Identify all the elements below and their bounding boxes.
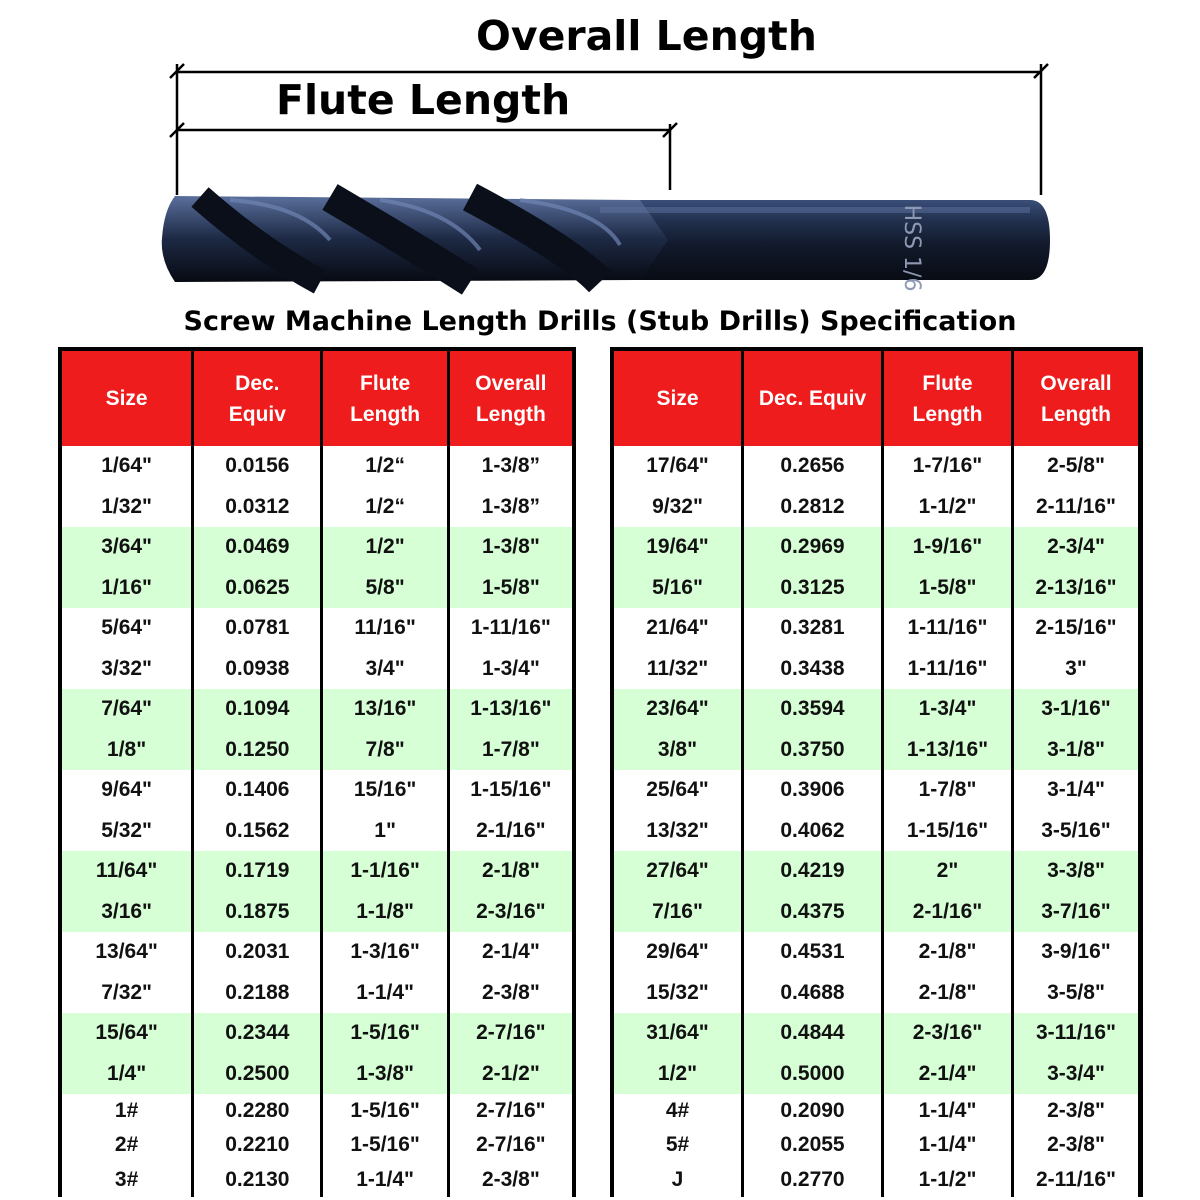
cell-flute-length: 1-1/4": [356, 1167, 415, 1191]
header-size: [614, 351, 741, 446]
cell-dec-equiv: 0.2969: [780, 535, 845, 559]
cell-dec-equiv: 0.0938: [225, 656, 290, 680]
cell-overall-length: 2-3/8": [481, 1167, 540, 1191]
cell-overall-length: 3-1/16": [1041, 697, 1111, 721]
spec-table-right: [610, 347, 1143, 1197]
column-size: [614, 932, 741, 1013]
column-flute-length: [884, 770, 1011, 851]
cell-overall-length: 3": [1065, 656, 1087, 680]
cell-overall-length: 3-1/4": [1047, 778, 1105, 802]
cell-flute-length: 1-1/16": [350, 859, 420, 883]
cell-size: 19/64": [646, 535, 709, 559]
cell-overall-length: 1-5/8": [481, 575, 540, 599]
cell-dec-equiv: 0.4062: [780, 818, 845, 842]
row-group: [614, 770, 1139, 851]
cell-dec-equiv: 0.4219: [780, 859, 845, 883]
cell-size: 23/64": [646, 697, 709, 721]
cell-overall-length: 3-1/8": [1047, 737, 1105, 761]
cell-size: 5#: [665, 1133, 690, 1157]
column-overall-length: [1014, 851, 1138, 932]
header-text: Length: [350, 402, 421, 426]
cell-dec-equiv: 0.0156: [225, 454, 290, 478]
cell-overall-length: 2-3/16": [476, 899, 546, 923]
cell-overall-length: 2-1/2": [481, 1061, 540, 1085]
column-overall-length: [1014, 1094, 1138, 1197]
flute-length-dimension: [170, 123, 677, 190]
specification-title: Screw Machine Length Drills (Stub Drills) Specification: [183, 306, 1017, 337]
column-flute-length: [884, 527, 1011, 608]
cell-dec-equiv: 0.2130: [225, 1167, 290, 1191]
cell-size: 1#: [114, 1099, 139, 1123]
cell-flute-length: 2": [936, 859, 959, 883]
cell-dec-equiv: 0.1719: [225, 859, 290, 883]
column-flute-length: [884, 608, 1011, 689]
cell-size: 4#: [665, 1099, 690, 1123]
cell-overall-length: 1-13/16": [470, 697, 552, 721]
row-group: [614, 1013, 1139, 1094]
cell-overall-length: 1-3/8": [481, 535, 540, 559]
column-dec-equiv: [194, 689, 320, 770]
cell-overall-length: 3-3/8": [1047, 859, 1105, 883]
cell-size: 31/64": [646, 1021, 709, 1045]
cell-flute-length: 13/16": [353, 697, 417, 721]
cell-size: 9/32": [652, 494, 703, 518]
cell-flute-length: 1": [374, 818, 396, 842]
cell-size: 25/64": [646, 778, 709, 802]
column-overall-length: [450, 1094, 572, 1197]
drill-marking-text: HSS 1/6: [899, 204, 924, 292]
header-flute-length: [323, 351, 446, 446]
cell-dec-equiv: 0.2210: [225, 1133, 290, 1157]
column-size: [614, 527, 741, 608]
cell-flute-length: 1-7/8": [918, 778, 977, 802]
header-text: Overall: [1040, 371, 1112, 395]
cell-size: 7/32": [101, 980, 153, 1004]
table-header: [62, 351, 572, 446]
cell-overall-length: 1-3/4": [481, 656, 540, 680]
cell-size: 11/32": [646, 656, 709, 680]
row-group: [614, 608, 1139, 689]
column-overall-length: [450, 770, 572, 851]
row-group: [614, 932, 1139, 1013]
cell-dec-equiv: 0.2031: [225, 940, 290, 964]
column-overall-length: [1014, 1013, 1138, 1094]
cell-overall-length: 1-11/16": [470, 616, 551, 640]
column-flute-length: [884, 689, 1011, 770]
row-group: [62, 851, 572, 932]
cell-dec-equiv: 0.4844: [780, 1021, 845, 1045]
cell-size: 1/2": [657, 1061, 698, 1085]
header-text: Flute: [360, 371, 411, 395]
header-text: Dec.: [235, 371, 280, 395]
row-group: [62, 446, 572, 527]
cell-flute-length: 1-1/4": [356, 980, 415, 1004]
column-flute-length: [323, 932, 446, 1013]
column-size: [614, 770, 741, 851]
header-overall-length: [1014, 351, 1138, 446]
header-overall-length: [450, 351, 572, 446]
cell-overall-length: 2-1/8": [481, 859, 540, 883]
cell-size: 29/64": [646, 940, 709, 964]
cell-overall-length: 2-7/16": [476, 1099, 546, 1123]
cell-dec-equiv: 0.3125: [780, 575, 845, 599]
cell-size: 15/32": [646, 980, 709, 1004]
cell-dec-equiv: 0.0781: [225, 616, 290, 640]
column-overall-length: [1014, 446, 1138, 527]
cell-dec-equiv: 0.0469: [225, 535, 290, 559]
column-dec-equiv: [744, 689, 881, 770]
cell-dec-equiv: 0.2188: [225, 980, 290, 1004]
cell-size: 3/32": [101, 656, 153, 680]
cell-size: 5/32": [101, 818, 153, 842]
cell-size: 7/16": [652, 899, 703, 923]
cell-dec-equiv: 0.0312: [225, 494, 290, 518]
cell-size: 17/64": [646, 454, 709, 478]
row-group: [614, 446, 1139, 527]
column-overall-length: [450, 608, 572, 689]
cell-dec-equiv: 0.3750: [780, 737, 845, 761]
table-body: [62, 446, 572, 1193]
column-size: [614, 1094, 741, 1197]
cell-dec-equiv: 0.2344: [225, 1021, 290, 1045]
cell-dec-equiv: 0.2656: [780, 454, 845, 478]
cell-overall-length: 2-11/16": [1035, 1167, 1117, 1191]
cell-dec-equiv: 0.2280: [225, 1099, 290, 1123]
cell-overall-length: 2-11/16": [1035, 494, 1117, 518]
column-dec-equiv: [194, 446, 320, 527]
column-dec-equiv: [194, 1013, 320, 1094]
cell-overall-length: 3-5/16": [1041, 818, 1111, 842]
column-overall-length: [450, 932, 572, 1013]
column-size: [62, 1094, 191, 1197]
column-dec-equiv: [744, 1013, 881, 1094]
cell-dec-equiv: 0.1875: [225, 899, 290, 923]
cell-flute-length: 1-11/16": [907, 656, 988, 680]
cell-dec-equiv: 0.5000: [780, 1061, 845, 1085]
column-flute-length: [323, 446, 446, 527]
row-group: [614, 1094, 1139, 1197]
cell-dec-equiv: 0.0625: [225, 575, 290, 599]
column-flute-length: [323, 851, 446, 932]
cell-flute-length: 1-1/2": [918, 1167, 977, 1191]
cell-flute-length: 3/4": [365, 656, 405, 680]
header-text: Size: [105, 387, 148, 410]
cell-size: 1/4": [107, 1061, 147, 1085]
cell-flute-length: 1-3/8": [356, 1061, 415, 1085]
cell-size: 13/32": [646, 818, 709, 842]
row-group: [62, 527, 572, 608]
table-header: [614, 351, 1139, 446]
cell-flute-length: 1/2“: [365, 454, 405, 478]
cell-dec-equiv: 0.2812: [780, 494, 845, 518]
column-overall-length: [450, 527, 572, 608]
drill-diagram: [0, 0, 1200, 310]
cell-flute-length: 1-5/8": [918, 575, 977, 599]
column-dec-equiv: [744, 446, 881, 527]
cell-flute-length: 1-9/16": [912, 535, 983, 559]
table-body: [614, 446, 1139, 1193]
cell-flute-length: 1/2": [365, 535, 405, 559]
cell-size: 21/64": [646, 616, 709, 640]
cell-flute-length: 11/16": [354, 616, 416, 640]
column-overall-length: [450, 851, 572, 932]
column-flute-length: [884, 851, 1011, 932]
overall-length-label: Overall Length: [476, 12, 817, 60]
row-group: [62, 1013, 572, 1094]
column-dec-equiv: [194, 527, 320, 608]
cell-overall-length: 2-1/4": [481, 940, 540, 964]
cell-flute-length: 2-1/8": [918, 940, 977, 964]
cell-size: 1/16": [101, 575, 153, 599]
column-size: [62, 689, 191, 770]
cell-size: 27/64": [646, 859, 709, 883]
header-size: [62, 351, 191, 446]
column-overall-length: [1014, 932, 1138, 1013]
row-group: [614, 851, 1139, 932]
cell-size: 1/8": [107, 737, 147, 761]
cell-dec-equiv: 0.2500: [225, 1061, 290, 1085]
row-group: [62, 608, 572, 689]
column-flute-length: [323, 1013, 446, 1094]
cell-overall-length: 2-3/8": [481, 980, 540, 1004]
cell-overall-length: 1-3/8”: [481, 454, 541, 478]
column-flute-length: [323, 689, 446, 770]
cell-flute-length: 2-3/16": [912, 1021, 983, 1045]
cell-flute-length: 1-3/4": [918, 697, 977, 721]
cell-overall-length: 3-3/4": [1047, 1061, 1105, 1085]
column-dec-equiv: [194, 932, 320, 1013]
column-overall-length: [1014, 770, 1138, 851]
column-dec-equiv: [744, 608, 881, 689]
cell-flute-length: 15/16": [353, 778, 417, 802]
cell-overall-length: 1-7/8": [481, 737, 540, 761]
cell-overall-length: 2-3/8": [1047, 1133, 1105, 1157]
column-size: [614, 851, 741, 932]
cell-flute-length: 1/2“: [365, 494, 405, 518]
cell-flute-length: 1-1/4": [918, 1099, 977, 1123]
cell-size: 5/16": [652, 575, 703, 599]
header-text: Length: [1041, 402, 1111, 426]
header-dec-equiv: [744, 351, 881, 446]
column-flute-length: [323, 770, 446, 851]
cell-size: 3/16": [101, 899, 153, 923]
row-group: [62, 932, 572, 1013]
cell-overall-length: 2-3/8": [1047, 1099, 1105, 1123]
column-flute-length: [884, 1094, 1011, 1197]
column-size: [62, 770, 191, 851]
cell-size: 3/64": [101, 535, 153, 559]
row-group: [62, 770, 572, 851]
cell-flute-length: 5/8": [365, 575, 405, 599]
column-flute-length: [884, 932, 1011, 1013]
cell-size: 9/64": [101, 778, 153, 802]
column-dec-equiv: [194, 1094, 320, 1197]
cell-flute-length: 2-1/8": [918, 980, 977, 1004]
column-dec-equiv: [744, 851, 881, 932]
column-flute-length: [323, 527, 446, 608]
cell-flute-length: 1-11/16": [907, 616, 988, 640]
cell-dec-equiv: 0.3906: [780, 778, 845, 802]
cell-flute-length: 1-5/16": [350, 1099, 420, 1123]
cell-flute-length: 2-1/4": [918, 1061, 977, 1085]
cell-size: 15/64": [95, 1021, 158, 1045]
column-overall-length: [1014, 608, 1138, 689]
cell-overall-length: 2-7/16": [476, 1021, 546, 1045]
cell-size: 2#: [114, 1133, 139, 1157]
cell-dec-equiv: 0.4375: [780, 899, 845, 923]
cell-flute-length: 2-1/16": [912, 899, 983, 923]
header-text: Length: [475, 402, 546, 426]
row-group: [614, 689, 1139, 770]
cell-size: 1/32": [101, 494, 153, 518]
column-overall-length: [450, 446, 572, 527]
column-dec-equiv: [744, 527, 881, 608]
column-size: [614, 689, 741, 770]
header-text: Equiv: [228, 402, 286, 426]
cell-dec-equiv: 0.3281: [780, 616, 845, 640]
cell-size: 1/64": [101, 454, 153, 478]
cell-dec-equiv: 0.1406: [225, 778, 290, 802]
header-flute-length: [884, 351, 1011, 446]
row-group: [62, 689, 572, 770]
cell-size: J: [671, 1167, 684, 1191]
cell-flute-length: 1-5/16": [350, 1133, 420, 1157]
column-size: [62, 932, 191, 1013]
cell-flute-length: 1-1/2": [918, 494, 977, 518]
cell-overall-length: 1-15/16": [470, 778, 552, 802]
cell-flute-length: 1-15/16": [906, 818, 989, 842]
cell-overall-length: 3-7/16": [1041, 899, 1111, 923]
cell-size: 3#: [114, 1167, 139, 1191]
column-size: [62, 851, 191, 932]
row-group: [62, 1094, 572, 1197]
cell-overall-length: 2-15/16": [1035, 616, 1117, 640]
cell-size: 3/8": [657, 737, 698, 761]
cell-overall-length: 2-7/16": [476, 1133, 546, 1157]
column-size: [62, 446, 191, 527]
header-text: Length: [912, 402, 983, 426]
column-size: [614, 608, 741, 689]
column-flute-length: [323, 608, 446, 689]
header-text: Flute: [922, 371, 973, 395]
cell-flute-length: 1-13/16": [906, 737, 989, 761]
column-overall-length: [450, 689, 572, 770]
cell-size: 5/64": [101, 616, 153, 640]
header-dec-equiv: [194, 351, 320, 446]
row-group: [614, 527, 1139, 608]
column-dec-equiv: [744, 1094, 881, 1197]
cell-overall-length: 2-1/16": [476, 818, 546, 842]
cell-overall-length: 2-5/8": [1047, 454, 1105, 478]
cell-dec-equiv: 0.1094: [225, 697, 290, 721]
cell-dec-equiv: 0.3594: [780, 697, 845, 721]
cell-overall-length: 3-5/8": [1047, 980, 1105, 1004]
column-size: [614, 1013, 741, 1094]
column-overall-length: [1014, 527, 1138, 608]
column-dec-equiv: [194, 770, 320, 851]
cell-flute-length: 7/8": [365, 737, 405, 761]
column-dec-equiv: [744, 932, 881, 1013]
column-size: [62, 608, 191, 689]
cell-dec-equiv: 0.4531: [780, 940, 845, 964]
cell-dec-equiv: 0.1250: [225, 737, 290, 761]
column-overall-length: [1014, 689, 1138, 770]
cell-size: 7/64": [101, 697, 153, 721]
cell-dec-equiv: 0.2090: [780, 1099, 845, 1123]
cell-size: 13/64": [95, 940, 158, 964]
column-dec-equiv: [194, 851, 320, 932]
header-text: Size: [656, 387, 699, 410]
cell-dec-equiv: 0.4688: [780, 980, 845, 1004]
cell-dec-equiv: 0.2055: [780, 1133, 845, 1157]
flute-length-label: Flute Length: [276, 76, 571, 124]
column-flute-length: [884, 1013, 1011, 1094]
cell-overall-length: 1-3/8”: [481, 494, 541, 518]
spec-table-left: [58, 347, 576, 1197]
cell-dec-equiv: 0.3438: [780, 656, 845, 680]
column-size: [62, 527, 191, 608]
column-flute-length: [884, 446, 1011, 527]
cell-flute-length: 1-7/16": [912, 454, 983, 478]
column-size: [614, 446, 741, 527]
cell-overall-length: 2-13/16": [1035, 575, 1117, 599]
cell-dec-equiv: 0.2770: [780, 1167, 845, 1191]
cell-flute-length: 1-5/16": [350, 1021, 420, 1045]
cell-flute-length: 1-1/8": [356, 899, 415, 923]
column-dec-equiv: [744, 770, 881, 851]
column-flute-length: [323, 1094, 446, 1197]
cell-size: 11/64": [95, 859, 158, 883]
header-text: Overall: [475, 371, 547, 395]
header-text: Dec. Equiv: [758, 387, 867, 410]
column-overall-length: [450, 1013, 572, 1094]
cell-overall-length: 3-11/16": [1035, 1021, 1117, 1045]
column-dec-equiv: [194, 608, 320, 689]
column-size: [62, 1013, 191, 1094]
cell-overall-length: 3-9/16": [1041, 940, 1111, 964]
cell-overall-length: 2-3/4": [1047, 535, 1105, 559]
cell-dec-equiv: 0.1562: [225, 818, 290, 842]
cell-flute-length: 1-3/16": [350, 940, 420, 964]
cell-flute-length: 1-1/4": [918, 1133, 977, 1157]
